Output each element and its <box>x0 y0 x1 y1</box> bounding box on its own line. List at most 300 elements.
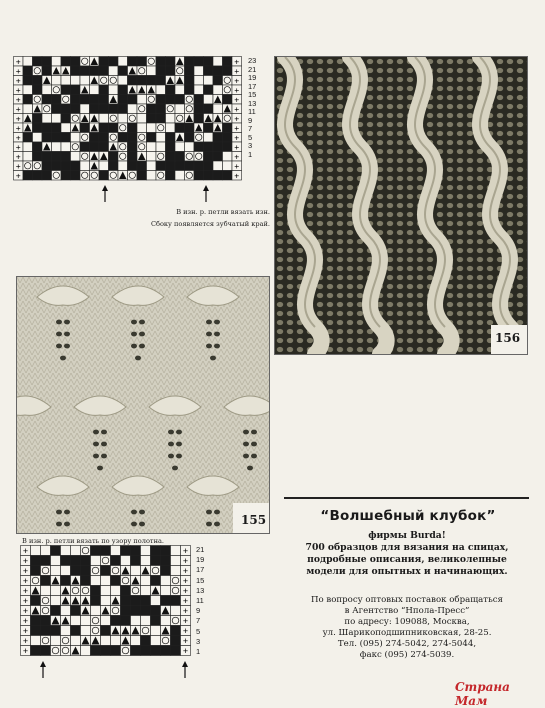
svg-text:+: + <box>182 626 189 636</box>
chart-cell <box>232 85 242 95</box>
chart-cell <box>61 114 71 124</box>
chart-cell <box>181 546 191 557</box>
chart-cell <box>81 566 91 576</box>
chart-cell <box>223 142 233 152</box>
chart-cell <box>137 171 147 181</box>
chart-cell <box>111 546 121 556</box>
ad-contact-line: факс (095) 274-5039. <box>359 650 455 660</box>
chart-cell <box>14 152 24 162</box>
chart-cell <box>156 133 166 143</box>
svg-text:+: + <box>182 576 189 586</box>
chart-cell <box>61 142 71 152</box>
chart-cell <box>33 161 43 171</box>
chart-cell <box>109 133 119 143</box>
chart-cell <box>232 142 242 152</box>
chart-cell <box>90 57 100 67</box>
chart-cell <box>99 114 109 124</box>
chart-cell <box>185 133 195 143</box>
chart-cell <box>131 556 141 566</box>
chart-cell <box>137 104 147 114</box>
chart-cell <box>171 626 181 636</box>
chart-cell <box>147 57 157 67</box>
row-number: 11 <box>248 107 256 116</box>
chart-cell <box>232 95 242 105</box>
chart-cell <box>91 546 101 556</box>
chart-cell <box>166 171 176 181</box>
svg-text:+: + <box>22 546 29 556</box>
chart-cell <box>204 95 214 105</box>
chart-cell <box>166 161 176 171</box>
chart-cell <box>90 133 100 143</box>
chart-cell <box>71 161 81 171</box>
chart-cell <box>61 171 71 181</box>
chart-cell <box>194 85 204 95</box>
chart-cell <box>51 596 61 606</box>
chart-cell <box>14 66 24 76</box>
chart-cell <box>161 576 171 586</box>
chart-cell <box>90 66 100 76</box>
chart-cell <box>41 636 51 646</box>
row-number: 17 <box>248 81 257 91</box>
chart-cell <box>71 646 81 656</box>
chart-cell <box>51 646 61 656</box>
ad-text-block <box>286 530 528 578</box>
chart-cell <box>42 114 52 124</box>
wave-lace-pattern-image <box>275 57 527 354</box>
chart-cell <box>175 152 185 162</box>
chart-cell <box>194 114 204 124</box>
chart-cell <box>213 57 223 67</box>
chart-cell <box>90 95 100 105</box>
chart-cell <box>175 95 185 105</box>
chart-cell <box>156 95 166 105</box>
chart-cell <box>101 546 111 556</box>
chart-cell <box>23 133 33 143</box>
svg-text:+: + <box>234 170 240 181</box>
chart-cell <box>121 546 131 556</box>
chart-cell <box>52 66 62 76</box>
chart-cell <box>42 123 52 133</box>
chart-cell <box>42 76 52 86</box>
chart-cell <box>223 66 233 76</box>
chart-cell <box>91 586 101 596</box>
chart-cell <box>131 606 141 616</box>
chart-cell <box>109 85 119 95</box>
chart-cell <box>99 142 109 152</box>
chart-cell <box>80 142 90 152</box>
chart-cell <box>51 586 61 596</box>
row-number: 21 <box>248 64 257 74</box>
chart-cell <box>90 104 100 114</box>
chart-cell <box>175 133 185 143</box>
chart-cell <box>14 123 24 133</box>
chart-cell <box>156 57 166 67</box>
chart-cell <box>185 57 195 67</box>
chart-cell <box>141 566 151 576</box>
chart-cell <box>23 85 33 95</box>
chart-cell <box>175 161 185 171</box>
chart-cell <box>121 616 131 626</box>
svg-text:+: + <box>234 56 240 67</box>
chart-cell <box>118 171 128 181</box>
chart-cell <box>61 616 71 626</box>
chart-cell <box>80 133 90 143</box>
chart-cell <box>128 171 138 181</box>
chart-cell <box>31 556 41 566</box>
chart-cell <box>99 152 109 162</box>
chart-cell <box>175 123 185 133</box>
chart-cell <box>99 95 109 105</box>
chart-cell <box>171 636 181 646</box>
chart-cell <box>80 57 90 67</box>
row-number: 19 <box>196 555 205 565</box>
chart-cell <box>23 66 33 76</box>
chart-cell <box>185 152 195 162</box>
up-arrow-icon <box>203 185 209 202</box>
ad-title: “Волшебный клубок” <box>320 508 496 524</box>
chart-cell <box>147 95 157 105</box>
chart-cell <box>156 171 166 181</box>
chart-cell <box>71 57 81 67</box>
chart-cell <box>33 104 43 114</box>
chart-cell <box>213 161 223 171</box>
chart-cell <box>14 171 24 181</box>
chart-cell <box>175 76 185 86</box>
chart-cell <box>111 556 121 566</box>
chart-cell <box>128 114 138 124</box>
chart-cell <box>131 616 141 626</box>
chart-cell <box>213 114 223 124</box>
row-number: 13 <box>248 98 257 108</box>
chart-cell <box>42 133 52 143</box>
row-number: 9 <box>196 606 201 616</box>
chart-cell <box>81 636 91 646</box>
chart-cell <box>151 566 161 576</box>
svg-text:+: + <box>15 75 21 86</box>
chart-cell <box>90 76 100 86</box>
chart-cell <box>61 66 71 76</box>
svg-text:+: + <box>15 104 21 114</box>
chart-cell <box>23 123 33 133</box>
chart-cell <box>166 57 176 67</box>
chart-cell <box>31 636 41 646</box>
chart-cell <box>109 95 119 105</box>
chart-cell <box>141 626 151 636</box>
chart-cell <box>213 171 223 181</box>
chart-cell <box>71 76 81 86</box>
chart-cell <box>71 142 81 152</box>
chart-cell <box>141 646 151 656</box>
chart-cell <box>223 152 233 162</box>
chart-cell <box>31 616 41 626</box>
chart-cell <box>91 616 101 626</box>
top-chart-note-1: В изн. р. петли вязать изн. <box>176 208 270 216</box>
chart-cell <box>33 114 43 124</box>
chart-cell <box>121 626 131 636</box>
svg-text:+: + <box>22 626 29 636</box>
chart-cell <box>80 85 90 95</box>
chart-cell <box>23 161 33 171</box>
chart-cell <box>151 546 161 556</box>
chart-cell <box>121 646 131 656</box>
chart-cell <box>52 133 62 143</box>
chart-cell <box>21 546 31 557</box>
chart-cell <box>91 556 101 566</box>
chart-cell <box>23 152 33 162</box>
chart-cell <box>194 133 204 143</box>
chart-cell <box>52 142 62 152</box>
chart-cell <box>141 636 151 646</box>
bottom-chart-row-numbers <box>196 545 212 657</box>
chart-cell <box>61 636 71 646</box>
chart-cell <box>141 606 151 616</box>
chart-cell <box>151 636 161 646</box>
chart-cell <box>80 161 90 171</box>
chart-cell <box>14 95 24 105</box>
svg-text:+: + <box>182 566 189 576</box>
chart-cell <box>33 152 43 162</box>
chart-cell <box>91 596 101 606</box>
row-number: 19 <box>248 73 257 82</box>
svg-text:+: + <box>22 556 29 566</box>
chart-cell <box>166 85 176 95</box>
chart-cell <box>137 142 147 152</box>
chart-cell <box>204 142 214 152</box>
chart-cell <box>151 626 161 636</box>
chart-cell <box>41 596 51 606</box>
chart-cell <box>101 556 111 566</box>
chart-cell <box>185 114 195 124</box>
chart-cell <box>99 171 109 181</box>
chart-cell <box>137 133 147 143</box>
chart-cell <box>194 57 204 67</box>
chart-cell <box>185 66 195 76</box>
chart-cell <box>90 85 100 95</box>
chart-cell <box>111 596 121 606</box>
chart-cell <box>31 546 41 556</box>
chart-cell <box>99 123 109 133</box>
chart-cell <box>21 626 31 637</box>
chart-cell <box>90 152 100 162</box>
chart-cell <box>213 104 223 114</box>
ad-line: модели для опытных и начинающих. <box>306 566 508 577</box>
chart-cell <box>118 85 128 95</box>
chart-cell <box>121 636 131 646</box>
chart-cell <box>137 66 147 76</box>
svg-text:+: + <box>234 94 240 105</box>
svg-text:+: + <box>15 142 21 152</box>
chart-cell <box>61 161 71 171</box>
chart-cell <box>181 606 191 617</box>
chart-cell <box>118 114 128 124</box>
ad-contact-line: По вопросу оптовых поставок обращаться <box>311 595 503 605</box>
chart-cell <box>71 123 81 133</box>
chart-cell <box>42 95 52 105</box>
chart-cell <box>99 85 109 95</box>
chart-cell <box>232 76 242 86</box>
chart-cell <box>71 576 81 586</box>
up-arrow-icon <box>102 185 108 202</box>
chart-cell <box>71 85 81 95</box>
chart-cell <box>61 586 71 596</box>
chart-cell <box>232 114 242 124</box>
chart-cell <box>185 123 195 133</box>
chart-cell <box>42 85 52 95</box>
chart-cell <box>51 626 61 636</box>
chart-cell <box>23 142 33 152</box>
chart-cell <box>181 636 191 647</box>
svg-text:+: + <box>15 94 21 105</box>
svg-text:+: + <box>22 606 29 616</box>
chart-cell <box>52 85 62 95</box>
chart-cell <box>128 142 138 152</box>
chart-cell <box>185 171 195 181</box>
chart-cell <box>213 66 223 76</box>
chart-cell <box>90 161 100 171</box>
chart-cell <box>147 161 157 171</box>
chart-cell <box>131 626 141 636</box>
chart-cell <box>80 95 90 105</box>
svg-text:+: + <box>234 142 240 152</box>
chart-cell <box>71 626 81 636</box>
svg-text:+: + <box>182 596 189 606</box>
chart-cell <box>21 616 31 627</box>
chart-cell <box>90 171 100 181</box>
chart-cell <box>185 104 195 114</box>
chart-cell <box>223 133 233 143</box>
row-number: 3 <box>248 141 253 150</box>
chart-cell <box>232 161 242 171</box>
chart-cell <box>41 606 51 616</box>
chart-cell <box>42 161 52 171</box>
chart-cell <box>21 606 31 617</box>
chart-cell <box>131 646 141 656</box>
chart-cell <box>14 142 24 152</box>
chart-cell <box>71 616 81 626</box>
chart-cell <box>33 142 43 152</box>
chart-cell <box>204 104 214 114</box>
chart-cell <box>71 596 81 606</box>
chart-cell <box>61 626 71 636</box>
chart-cell <box>41 576 51 586</box>
chart-cell <box>31 646 41 656</box>
chart-cell <box>109 57 119 67</box>
chart-cell <box>131 586 141 596</box>
chart-cell <box>109 123 119 133</box>
chart-cell <box>194 152 204 162</box>
chart-cell <box>185 142 195 152</box>
chart-cell <box>118 161 128 171</box>
chart-cell <box>111 626 121 636</box>
chart-cell <box>61 646 71 656</box>
row-number: 15 <box>248 90 257 99</box>
chart-cell <box>194 161 204 171</box>
chart-cell <box>42 57 52 67</box>
chart-cell <box>137 95 147 105</box>
chart-cell <box>14 114 24 124</box>
chart-cell <box>99 133 109 143</box>
chart-cell <box>141 576 151 586</box>
chart-cell <box>81 606 91 616</box>
chart-cell <box>91 566 101 576</box>
chart-cell <box>175 114 185 124</box>
bottom-chart-grid <box>20 545 192 657</box>
row-number: 5 <box>196 626 201 636</box>
chart-cell <box>41 626 51 636</box>
svg-text:+: + <box>234 132 240 143</box>
chart-cell <box>194 123 204 133</box>
chart-cell <box>31 626 41 636</box>
chart-cell <box>71 171 81 181</box>
chart-cell <box>80 152 90 162</box>
chart-cell <box>151 576 161 586</box>
chart-cell <box>137 123 147 133</box>
chart-cell <box>80 66 90 76</box>
chart-cell <box>61 95 71 105</box>
chart-cell <box>90 142 100 152</box>
chart-cell <box>42 142 52 152</box>
chart-cell <box>213 76 223 86</box>
row-number: 3 <box>196 636 201 646</box>
chart-cell <box>166 66 176 76</box>
chart-cell <box>80 104 90 114</box>
chart-cell <box>166 133 176 143</box>
chart-cell <box>118 152 128 162</box>
chart-cell <box>118 95 128 105</box>
chart-cell <box>41 546 51 556</box>
row-number: 21 <box>196 545 205 554</box>
chart-cell <box>52 76 62 86</box>
chart-cell <box>232 133 242 143</box>
chart-cell <box>128 152 138 162</box>
svg-text:+: + <box>234 113 240 124</box>
ad-contact-line: в Агентство “Нпола-Пресс” <box>344 606 470 616</box>
svg-text:+: + <box>234 75 240 86</box>
up-arrow-icon <box>40 661 46 678</box>
chart-cell <box>51 616 61 626</box>
chart-cell <box>71 114 81 124</box>
chart-cell <box>156 85 166 95</box>
chart-cell <box>41 556 51 566</box>
svg-text:+: + <box>15 132 21 143</box>
chart-cell <box>61 104 71 114</box>
chart-cell <box>194 76 204 86</box>
chart-cell <box>161 636 171 646</box>
chart-cell <box>33 123 43 133</box>
chart-cell <box>166 95 176 105</box>
chart-cell <box>14 161 24 171</box>
chart-cell <box>118 76 128 86</box>
bottom-chart-note: В изн. р. петли вязать по узору полотна. <box>22 537 164 545</box>
chart-cell <box>232 123 242 133</box>
chart-cell <box>51 636 61 646</box>
chart-cell <box>151 606 161 616</box>
chart-cell <box>101 586 111 596</box>
chart-cell <box>147 85 157 95</box>
chart-cell <box>185 95 195 105</box>
chart-cell <box>213 123 223 133</box>
chart-cell <box>109 171 119 181</box>
chart-cell <box>128 66 138 76</box>
chart-cell <box>33 57 43 67</box>
svg-text:+: + <box>15 66 21 76</box>
ad-divider <box>284 497 529 499</box>
chart-cell <box>33 95 43 105</box>
chart-cell <box>81 626 91 636</box>
chart-cell <box>185 161 195 171</box>
chart-cell <box>91 626 101 636</box>
svg-text:+: + <box>15 113 21 124</box>
